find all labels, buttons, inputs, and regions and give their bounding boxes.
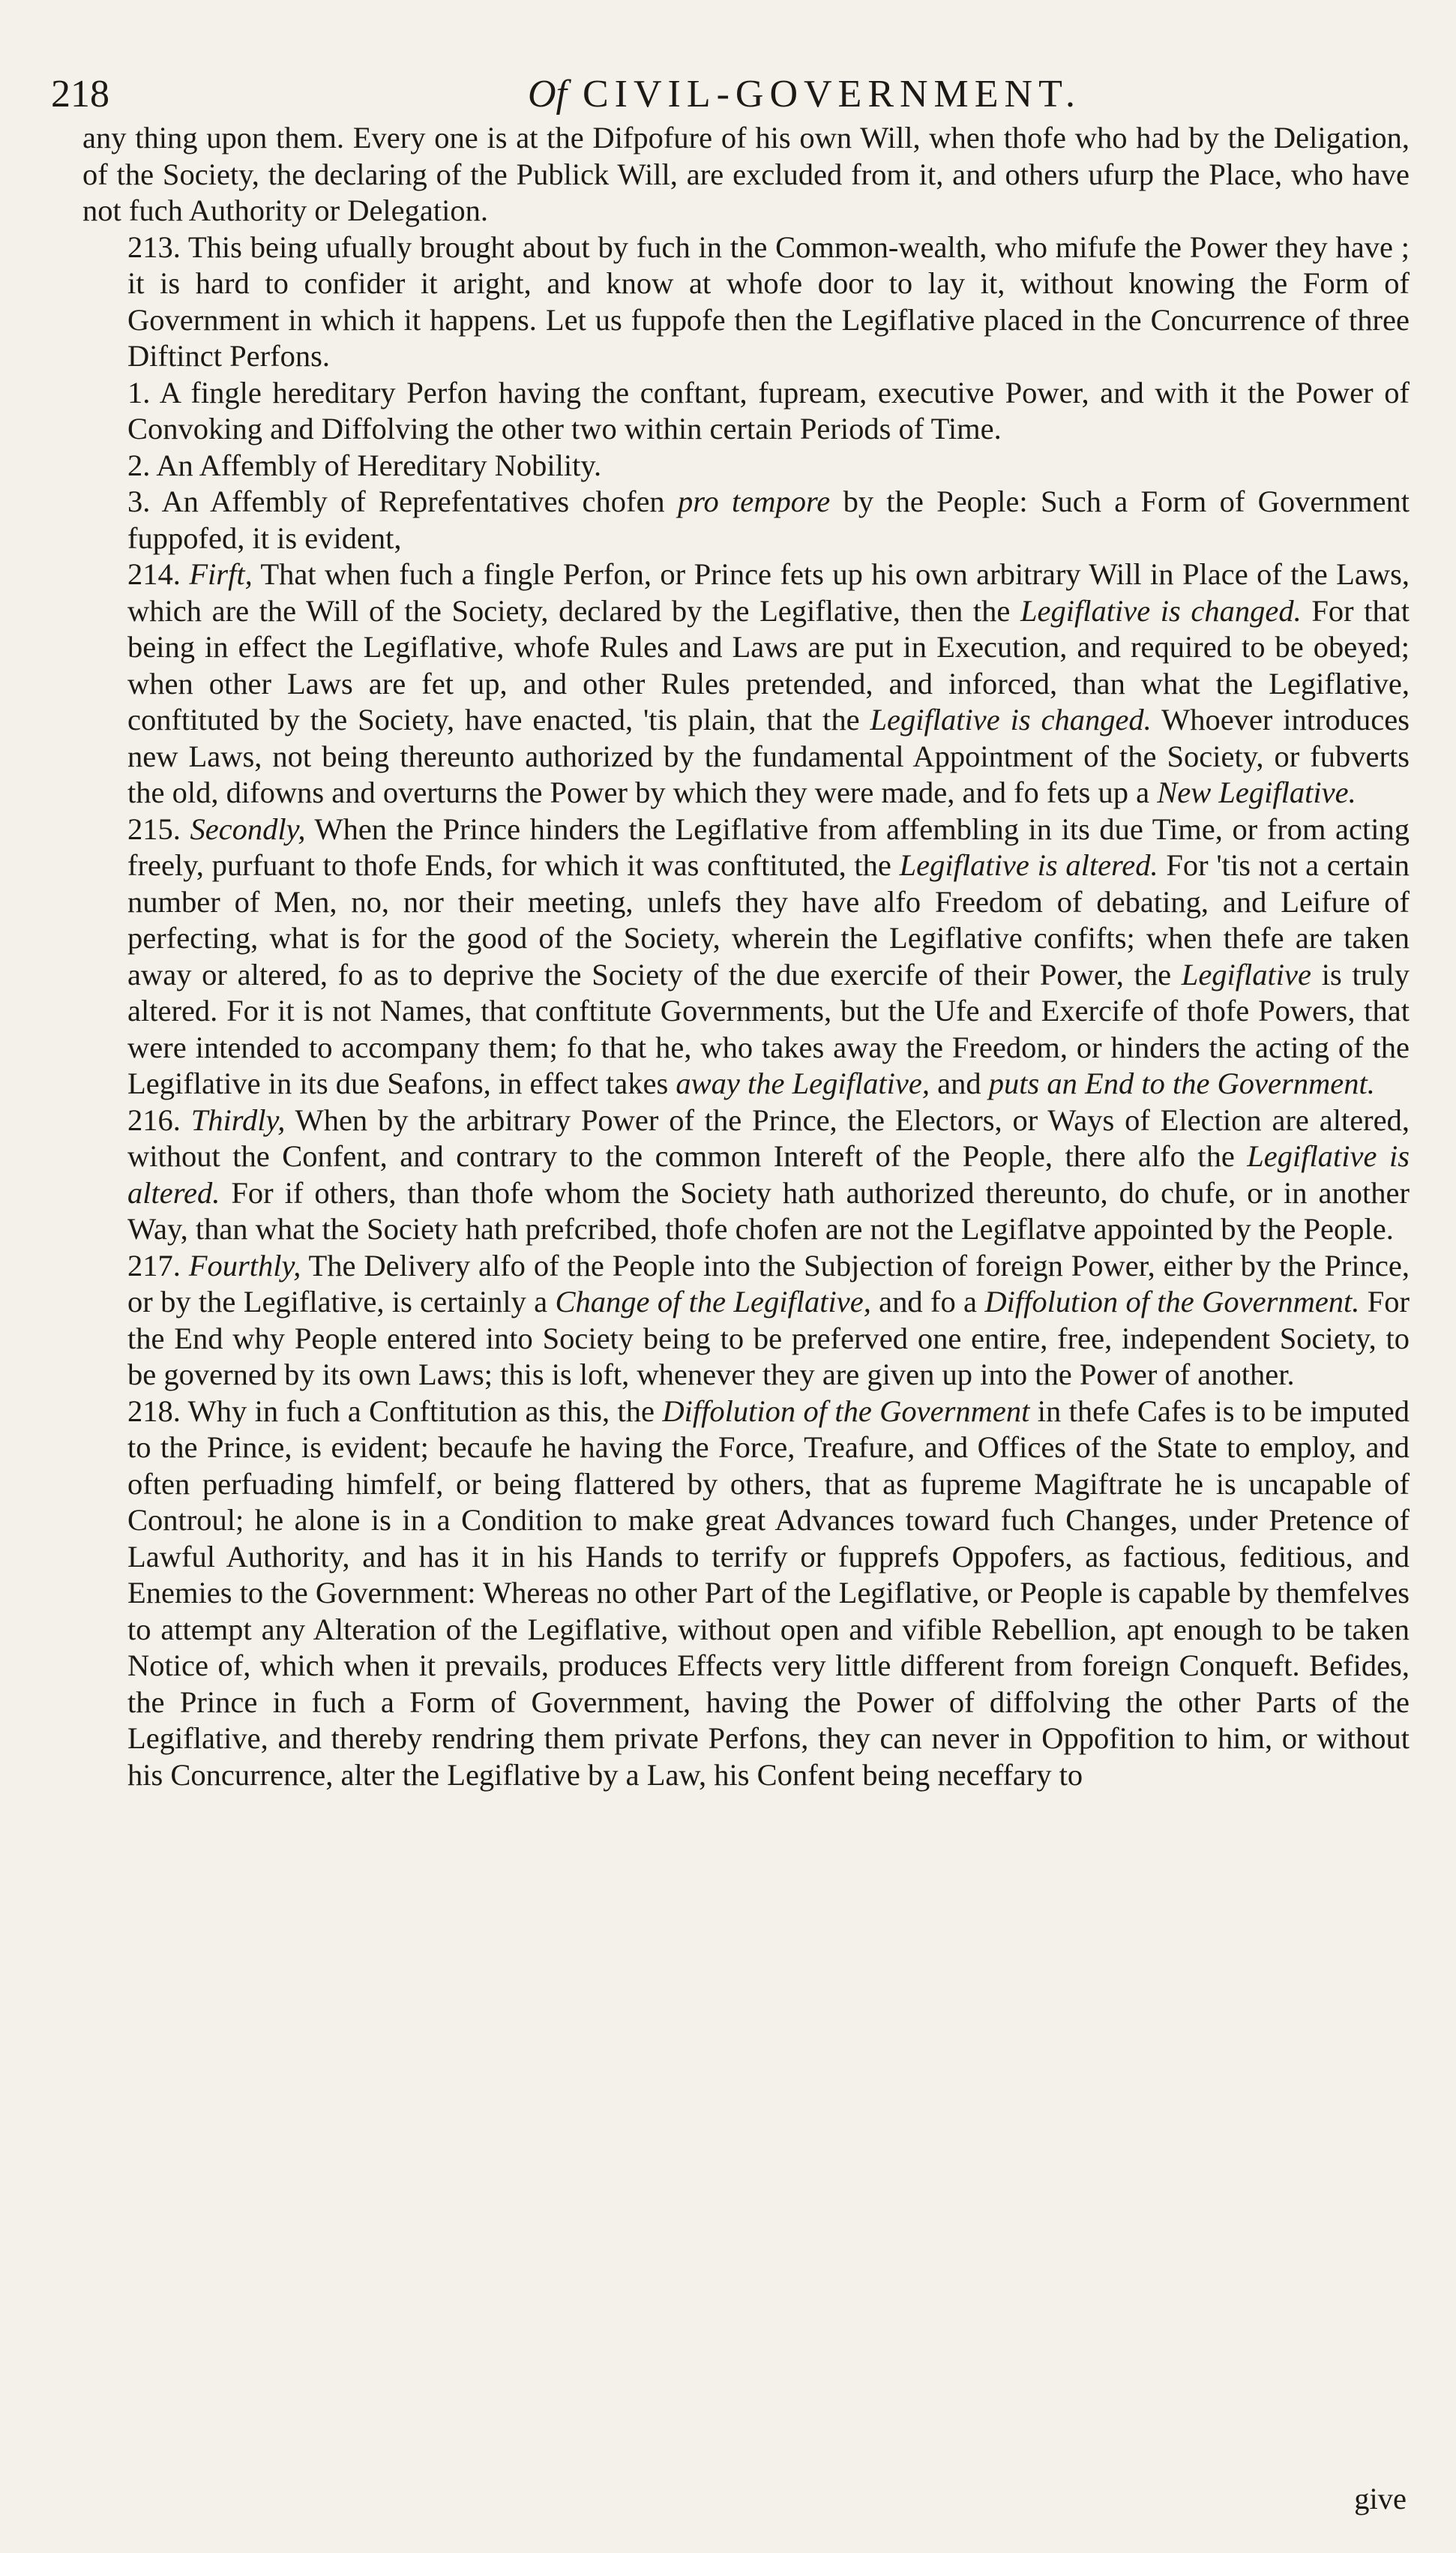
catchword: give	[1354, 2482, 1407, 2516]
text-run: For 'tis not a certain number of Men, no, nor their meeting, unlefs they have alfo Freedom of debating, and Leifure of perfecting, what is for the good of the Society, wherein the Legiflative confifts; when thefe are taken away or altered, fo as to deprive the Society of the due exercife of their Power, the	[127, 848, 1410, 992]
italic-run: Change of the Legiflative,	[555, 1285, 871, 1318]
text-run: For that being in effect the Legiflative, whofe Rules and Laws are put in Execution, and required to be obeyed; when other Laws are fet up, and other Rules pretended, and inforced, than what the Legiflative, conftituted by the Society, have enacted, 'tis plain, that the	[127, 593, 1410, 736]
italic-run: Diffolution of the Government	[662, 1394, 1030, 1428]
italic-run: Secondly,	[190, 812, 306, 846]
section-218	[82, 1394, 1410, 1794]
section-number: 214.	[127, 557, 181, 591]
italic-run: Thirdly,	[190, 1102, 286, 1137]
text-run: For the End why People entered into Society being to be preferved one entire, free, independent Society, to be governed by its own Laws; this is loft, whenever they are given up into the Power of another.	[127, 1285, 1410, 1391]
italic-run: Legiflative is altered.	[127, 1139, 1410, 1210]
text-run: 218. Why in fuch a Conftitution as this, the	[127, 1394, 655, 1428]
text-run: For if others, than thofe whom the Society hath authorized thereunto, do chufe, or in another Way, than what the Society hath prefcribed, thofe chofen are not the Legiflatve appointed by the People.	[127, 1175, 1410, 1246]
italic-run: puts an End to the Government.	[988, 1066, 1375, 1100]
text-run: by the People: Such a Form of Government fuppofed, it is evident,	[127, 484, 1410, 555]
italic-run: Fourthly,	[188, 1248, 301, 1282]
running-title	[201, 72, 1408, 116]
italic-run: Legiflative is changed.	[1020, 593, 1302, 628]
section-number: 217.	[127, 1248, 181, 1282]
running-title-of: Of	[527, 73, 567, 116]
italic-run: Firft,	[189, 557, 253, 591]
italic-run: New Legiflative.	[1157, 776, 1356, 809]
text-run: and	[937, 1066, 981, 1100]
text-run: and fo a	[879, 1285, 978, 1318]
section-213: 213. This being ufually brought about by fuch in the Common-wealth, who mifufe the Power they have ; it is hard to confider it aright, and know at whofe door to lay it, without knowing the Form of Government in which it happens. Let us fuppofe then the Legiflative placed in the Concurrence of three Diftinct Perfons.	[127, 230, 1410, 373]
section-214	[82, 556, 1410, 812]
list-item-2: 2. An Affembly of Hereditary Nobility.	[127, 448, 602, 482]
list-item-1: 1. A fingle hereditary Perfon having the conftant, fupream, executive Power, and with it the Power of Convoking and Diffolving the other two within certain Periods of Time.	[127, 375, 1410, 446]
italic-run: Diffolution of the Government.	[984, 1285, 1360, 1318]
section-number: 216.	[127, 1102, 181, 1137]
text-run: in thefe Cafes is to be imputed to the Prince, is evident; becaufe he having the Force, Treafure, and Offices of the State to employ, and often perfuading himfelf, or being flattered by others, that as fupreme Magiftrate he is uncapable of Controul; he alone is in a Condition to make great Advances toward fuch Changes, under Pretence of Lawful Authority, and has it in his Hands to terrify or fupprefs Oppofers, as factious, feditious, and Enemies to the Government: Whereas no other Part of the Legiflative, or People is capable by themfelves to attempt any Alteration of the Legiflative, without open and vifible Rebellion, apt enough to be taken Notice of, which when it prevails, produces Effects very little different from foreign Conqueft. Befides, the Prince in fuch a Form of Government, having the Power of diffolving the other Parts of the Legiflative, and thereby rendring them private Perfons, they can never in Oppofition to him, or without his Concurrence, alter the Legiflative by a Law, his Confent being neceffary to	[127, 1394, 1410, 1792]
text-run: When the Prince hinders the Legiflative from affembling in its due Time, or from acting freely, purfuant to thofe Ends, for which it was conftituted, the	[127, 812, 1410, 882]
section-216	[82, 1102, 1410, 1248]
list-item-3	[82, 484, 1410, 556]
page-number: 218	[51, 73, 109, 116]
italic-run: pro tempore	[678, 484, 831, 518]
text-run: That when fuch a fingle Perfon, or Prince fets up his own arbitrary Will in Place of the Laws, which are the Will of the Society, declared by the Legiflative, then the	[127, 557, 1410, 628]
section-215	[82, 812, 1410, 1102]
text-body	[82, 120, 1410, 1793]
paragraph-continuation: any thing upon them. Every one is at the Difpofure of his own Will, when thofe who had by the Deligation, of the Society, the declaring of the Publick Will, are excluded from it, and others ufurp the Place, who have not fuch Authority or Delegation.	[82, 121, 1410, 227]
text-run: 3. An Affembly of Reprefentatives chofen	[127, 484, 665, 518]
italic-run: Legiflative is altered.	[899, 848, 1158, 882]
running-title-text: CIVIL-GOVERNMENT.	[582, 73, 1082, 116]
text-run: The Delivery alfo of the People into the Subjection of foreign Power, either by the Prince, or by the Legiflative, is certainly a	[127, 1248, 1410, 1318]
section-number: 215.	[127, 812, 181, 846]
italic-run: away the Legiflative,	[676, 1066, 930, 1100]
italic-run: Legiflative	[1181, 957, 1312, 992]
text-run: Whoever introduces new Laws, not being thereunto authorized by the fundamental Appointment of the Society, or fubverts the old, difowns and overturns the Power by which they were made, and fo fets up a	[127, 703, 1410, 809]
section-217	[82, 1248, 1410, 1394]
text-run: When by the arbitrary Power of the Prince, the Electors, or Ways of Election are altered, without the Confent, and contrary to the common Intereft of the People, there alfo the	[127, 1102, 1410, 1173]
text-run: is truly altered. For it is not Names, that conftitute Governments, but the Ufe and Exercife of thofe Powers, that were intended to accompany them; fo that he, who takes away the Freedom, or hinders the acting of the Legiflative in its due Seafons, in effect takes	[127, 957, 1410, 1100]
italic-run: Legiflative is changed.	[870, 703, 1152, 736]
